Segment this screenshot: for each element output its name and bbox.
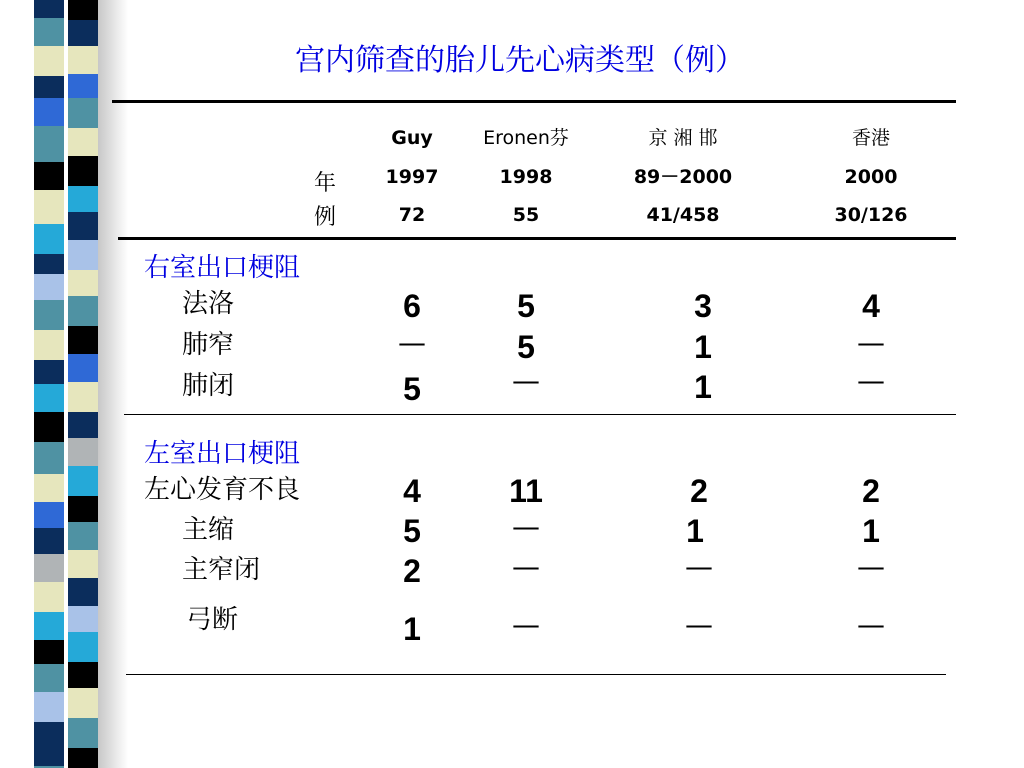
stripe-block: [68, 354, 98, 382]
stripe-block: [68, 0, 98, 20]
stripe-block: [34, 384, 64, 412]
cell-value: —: [857, 608, 885, 641]
stripe-block: [34, 612, 64, 640]
col-year-jingxianghan: 89－2000: [633, 166, 733, 188]
stripe-block: [34, 692, 64, 722]
cell-value: 2: [690, 473, 708, 509]
cell-value: 1: [862, 513, 880, 549]
stripe-block: [34, 126, 64, 162]
stripe-block: [34, 748, 64, 766]
stripe-block: [68, 718, 98, 748]
stripe-block: [68, 522, 98, 550]
stripe-block: [68, 128, 98, 156]
col-header-eronen: Eronen芬: [483, 127, 569, 149]
stripe-block: [34, 582, 64, 612]
stripe-block: [68, 326, 98, 354]
stripe-block: [68, 296, 98, 326]
stripe-block: [68, 632, 98, 662]
stripe-block: [68, 578, 98, 606]
stripe-block: [68, 98, 98, 128]
cell-value: 11: [509, 473, 543, 509]
cell-value: 5: [517, 288, 535, 324]
stripe-block: [34, 412, 64, 442]
stripe-block: [34, 330, 64, 360]
row-label: 左心发育不良: [144, 475, 301, 505]
bottom-rule: [126, 674, 946, 675]
cell-value: 1: [686, 513, 704, 549]
row-label: 肺闭: [182, 371, 235, 401]
row-label: 弓断: [186, 605, 239, 635]
col-year-eronen: 1998: [499, 166, 553, 188]
stripe-block: [68, 412, 98, 438]
stripe-block: [34, 474, 64, 502]
group-label-lvot: 左室出口梗阻: [144, 439, 301, 469]
stripe-block: [68, 382, 98, 412]
stripe-block: [34, 274, 64, 300]
stripe-block: [68, 550, 98, 578]
decorative-stripe-right: [68, 0, 98, 768]
stripe-block: [34, 0, 64, 18]
stripe-block: [68, 46, 98, 74]
stub-label-year: 年: [313, 171, 336, 196]
cell-value: —: [512, 364, 540, 397]
col-cases-hongkong: 30/126: [834, 204, 908, 226]
cell-value: 4: [862, 288, 880, 324]
stripe-block: [34, 18, 64, 46]
stripe-block: [34, 162, 64, 190]
stripe-block: [34, 98, 64, 126]
stripe-block: [68, 212, 98, 240]
stripe-block: [34, 254, 64, 274]
col-header-guy: Guy: [391, 127, 433, 149]
cell-value: 5: [517, 329, 535, 365]
row-label: 肺窄: [182, 330, 235, 360]
stripe-block: [68, 74, 98, 98]
col-cases-eronen: 55: [512, 204, 540, 226]
stripe-block: [34, 640, 64, 664]
stripe-block: [34, 360, 64, 384]
cell-value: 1: [403, 611, 421, 647]
stripe-block: [34, 224, 64, 254]
stripe-block: [34, 76, 64, 98]
top-rule: [112, 100, 956, 103]
cell-value: —: [857, 364, 885, 397]
cell-value: 3: [694, 288, 712, 324]
cell-value: 5: [403, 371, 421, 407]
stripe-block: [34, 554, 64, 582]
stripe-block: [68, 20, 98, 46]
row-label: 法洛: [182, 289, 235, 319]
slide-title: 宫内筛查的胎儿先心病类型（例）: [295, 43, 745, 78]
stripe-block: [34, 502, 64, 528]
stub-label-cases: 例: [313, 205, 336, 230]
cell-value: —: [512, 510, 540, 543]
stripe-block: [34, 46, 64, 76]
stripe-shadow: [98, 0, 128, 768]
stripe-block: [68, 270, 98, 296]
cell-value: 6: [403, 288, 421, 324]
cell-value: —: [512, 550, 540, 583]
stripe-block: [68, 466, 98, 496]
stripe-block: [34, 664, 64, 692]
cell-value: 1: [694, 369, 712, 405]
col-year-guy: 1997: [385, 166, 439, 188]
cell-value: —: [512, 608, 540, 641]
cell-value: 2: [862, 473, 880, 509]
col-cases-guy: 72: [398, 204, 426, 226]
col-header-hongkong: 香港: [851, 127, 890, 149]
stripe-block: [68, 748, 98, 768]
cell-value: —: [857, 550, 885, 583]
stripe-block: [68, 156, 98, 186]
cell-value: —: [857, 326, 885, 359]
col-cases-jingxianghan: 41/458: [646, 204, 720, 226]
stripe-block: [34, 190, 64, 224]
decorative-stripe-left: [34, 0, 64, 768]
stripe-block: [68, 662, 98, 688]
stripe-block: [68, 496, 98, 522]
col-year-hongkong: 2000: [844, 166, 898, 188]
stripe-block: [68, 438, 98, 466]
stripe-block: [34, 722, 64, 748]
stripe-block: [34, 442, 64, 474]
cell-value: 5: [403, 513, 421, 549]
group-separator-rule: [124, 414, 956, 415]
cell-value: —: [398, 326, 426, 359]
stripe-block: [68, 240, 98, 270]
group-label-rvot: 右室出口梗阻: [144, 253, 301, 283]
col-header-jingxianghan: 京 湘 邯: [648, 127, 718, 149]
stripe-block: [68, 606, 98, 632]
row-label: 主缩: [182, 515, 235, 545]
row-label: 主窄闭: [182, 555, 261, 585]
cell-value: 2: [403, 553, 421, 589]
stripe-block: [68, 186, 98, 212]
stripe-block: [34, 528, 64, 554]
header-rule: [118, 237, 956, 240]
cell-value: —: [685, 608, 713, 641]
stripe-block: [34, 300, 64, 330]
cell-value: 1: [694, 329, 712, 365]
cell-value: —: [685, 550, 713, 583]
stripe-block: [68, 688, 98, 718]
cell-value: 4: [403, 473, 421, 509]
